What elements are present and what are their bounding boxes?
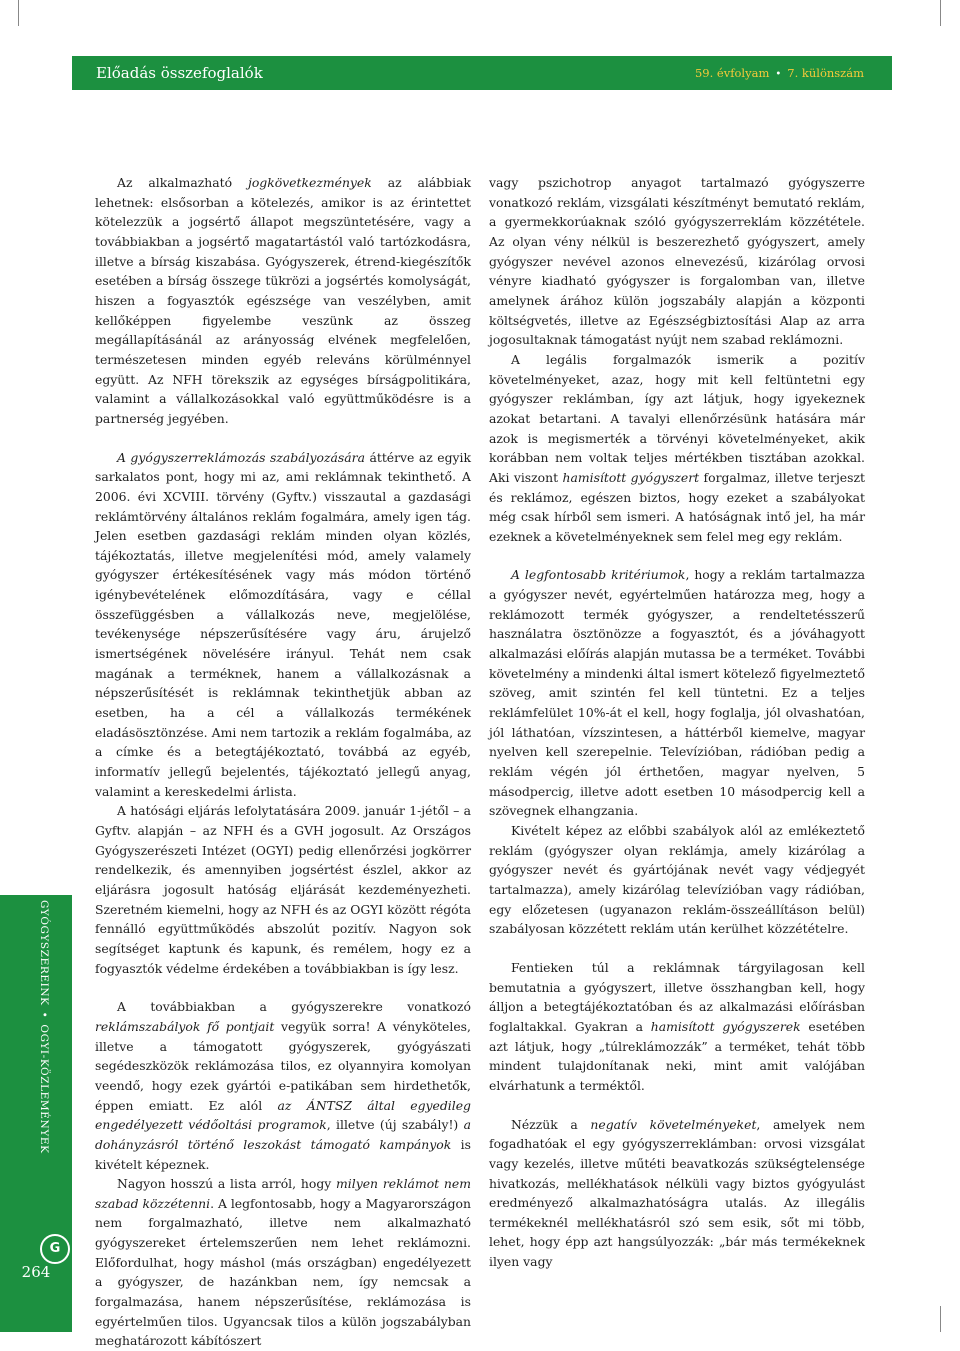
paragraph: vagy pszichotrop anyagot tartalmazó gyógyszerre vonatkozó reklám, vizsgálati készítményt bemutató reklám, a gyermekkorúaknak szóló gyógyszerreklám közzététele. Az olyan vény nélkül is beszerezhető gyógyszert, amely gyógyszer nevével azonos elnevezésű, kizárólag orvosi vényre kiadható gyógyszer is forgalomban van, illetve amelynek árához külön jogszabály alapján a központi költségvetés, illetve az Egészségbiztosítási Alap az arra jogosultaknak támogatást nyújt nem szabad reklámozni. — [489, 175, 865, 348]
paragraph: Kivételt képez az előbbi szabályok alól az emlékeztető reklám (gyógyszer olyan reklámja, amely kizárólag a gyógyszer nevét és gyártójának nevét vagy védjegyét tartalmazza), amely kizárólag televízióban vagy rádióban, egy előzetesen (ugyanazon reklám-összeállításon belül) szabályosan közzétett reklám után kerülhet közzétételre. — [489, 823, 865, 937]
paragraph: Nézzük a negatív követelményeket, amelyek nem fogadhatóak el egy gyógyszerreklámban: orvosi vizsgálat vagy kezelés, illetve műtéti beavatkozás szükségtelensége hivatkozás, mellékhatások nélküli vagy biztos gyógyulást eredményező alkalmazhatóságra utalás. Az illegális termékeknél mellékhatásról szó sem esik, sőt mi több, lehet, hogy épp azt hangsúlyozzák: „bár más termékeknek ilyen vagy — [489, 1116, 865, 1270]
paragraph: A legális forgalmazók ismerik a pozitív követelményeket, azaz, hogy mit kell feltüntetni egy gyógyszer reklámban, így azt látjuk, hogy igyekeznek azokat betartani. A tavalyi ellenőrzésünk hatására már azok is megismerték a törvényi követelményeket, akik korábban nem voltak teljes mértékben tisztában azokkal. Aki viszont hamisított gyógyszert forgalmaz, illetve terjeszt és reklámoz, egészen biztos, hogy ezeket a szabályokat még csak hírből sem ismeri. A hatóságnak intő jel, ha már ezeknek a követelményeknek sem felel meg egy reklám. — [489, 351, 865, 544]
section-title: Előadás összefoglalók — [96, 64, 263, 82]
bullet-separator: • — [775, 69, 782, 80]
journal-logo-icon: G — [40, 1234, 70, 1264]
crop-mark — [18, 0, 19, 26]
paragraph: Nagyon hosszú a lista arról, hogy milyen reklámot nem szabad közzétenni. A legfontosabb, hogy a Magyarországon nem forgalmazható, illetve nem alkalmazható gyógyszereket értelemszerűen nem lehet reklámozni. Előfordulhat, hogy máshol (más országban) engedélyezett a gyógyszer, de hazánkban nem, így nemcsak a forgalmazása, hanem népszerűsítése, reklámozása is egyértelműen tilos. Ugyancsak tilos a külön jogszabályban meghatározott kábítószert — [95, 1176, 471, 1349]
text-column-left — [95, 173, 471, 1351]
text-column-right — [489, 173, 865, 1272]
paragraph: Az alkalmazható jogkövetkezmények az alábbiak lehetnek: elsősorban a kötelezés, amikor is az érintettet kötelezzük a jogsértő állapot megszüntetésére, vagy a továbbiakban a jogsértő magatartástól való tartózkodásra, illetve a bírság kiszabása. Gyógyszerek, étrend-kiegészítők esetében a bírság összege tükrözi a jogsértés komolyságát, hiszen a fogyasztók egészsége van veszélyben, amit kellőképpen figyelembe veszünk az összeg megállapításánál az arányosság elvének megfelelően, természetesen minden egyéb releváns körülménnyel együtt. Az NFH törekszik az egységes bírságpolitikára, valamint a vállalkozásokkal való együttműködésre is a partnerség jegyében. — [95, 175, 471, 426]
issue-label: 7. különszám — [787, 66, 864, 80]
paragraph: A legfontosabb kritériumok, hogy a reklám tartalmazza a gyógyszer nevét, egyértelműen határozza meg, hogy a reklámozott termék gyógyszer, a rendeltetésszerű használatra ösztönözze a fogyasztót, és a jóváhagyott alkalmazási előírás alapján mutassa be a terméket. További követelmény a mindenki által ismert kötelező figyelmeztető szöveg, amit szintén fel kell tüntetni. Ez a teljes reklámfelület 10%-át el kell, hogy foglalja, jól olvashatóan, jól láthatóan, vízszintesen, a háttérből kiemelve, magyar nyelven kell szerepelnie. Televízióban, rádióban pedig a reklám végén jól érthetően, magyar nyelven, 5 másodpercig, illetve adott esetben 10 másodpercig kell a szövegnek elhangzania. — [489, 567, 865, 819]
crop-mark — [940, 1306, 941, 1332]
page-number: 264 — [21, 1263, 51, 1281]
journal-name-part1: GYÓGYSZEREINK — [38, 900, 50, 1006]
journal-name-vertical — [36, 900, 52, 1200]
bullet-separator: • — [38, 1011, 50, 1019]
paragraph: A továbbiakban a gyógyszerekre vonatkozó reklámszabályok fő pontjait vegyük sorra! A vényköteles, illetve a támogatott gyógyszerek, gyógyászati segédeszközök reklámozása tilos, ez olyannyira komolyan veendő, hogy ezek gyártói e-patikában sem hirdethetők, éppen emiatt. Ez alól az ÁNTSZ által egyedileg engedélyezett védőoltási programok, illetve (új szabály!) a dohányzásról történő leszokást támogató kampányok is kivételt képeznek. — [95, 999, 471, 1172]
running-header — [72, 56, 892, 90]
paragraph: Fentieken túl a reklámnak tárgyilagosan kell bemutatnia a gyógyszert, illetve összhangban kell, hogy álljon a betegtájékoztatóban és az alkalmazási előírásban foglaltakkal. Gyakran a hamisított gyógyszerek esetében azt látjuk, hogy „túlreklámozzák” a terméket, tehát több mindent tulajdonítanak neki, mint amit valójában elvárhatunk a terméktől. — [489, 959, 866, 1093]
volume-label: 59. évfolyam — [694, 66, 770, 80]
paragraph: A gyógyszerreklámozás szabályozására áttérve az egyik sarkalatos pont, hogy mi az, ami reklámnak tekinthető. A 2006. évi XCVIII. törvény (Gyftv.) visszautal a gazdasági reklámtörvény általános reklám fogalmára, amely igen tág. Jelen esetben gazdasági reklám minden olyan közlés, tájékoztatás, illetve megjelenítési mód, amely valamely gyógyszer értékesítésének vagy más módon történő igénybevételének előmozdítására, vagy e céllal összefüggésben a vállalkozás neve, megjelölése, tevékenysége népszerűsítésére vagy áru, árujelző ismertségének növelésére irányul. Tehát nem csak magának a terméknek, hanem a vállalkozásnak a népszerűsítését is reklámnak tekinthetjük abban az esetben, ha a cél a vállalkozás termékének eladásösztönzése. Ami nem tartozik a reklám fogalmába, az a címke és a betegtájékoztató, továbbá az egyéb, informatív jellegű bejelentés, tájékoztató jellegű anyag, valamint a kereskedelmi árlista. — [95, 449, 472, 799]
issue-info — [695, 56, 864, 92]
crop-mark — [940, 0, 941, 26]
journal-name-part2: OGYI-KÖZLEMÉNYEK — [38, 1024, 50, 1154]
paragraph: A hatósági eljárás lefolytatására 2009. január 1-jétől – a Gyftv. alapján – az NFH és a GVH jogosult. Az Országos Gyógyszerészeti Intézet (OGYI) pedig ellenőrzési jogkörrer rendelkezik, és amennyiben jogsértést észlel, akkor az eljárásra jogosult hatóság eljárását kezdeményezheti. Szeretném kiemelni, hogy az NFH és az OGYI között régóta fennálló együttműködés abszolút pozitív. Nagyon sok segítséget kaptunk és kapunk, és remélem, hogy ez a fogyasztók védelme érdekében a továbbiakban is így lesz. — [95, 803, 471, 976]
